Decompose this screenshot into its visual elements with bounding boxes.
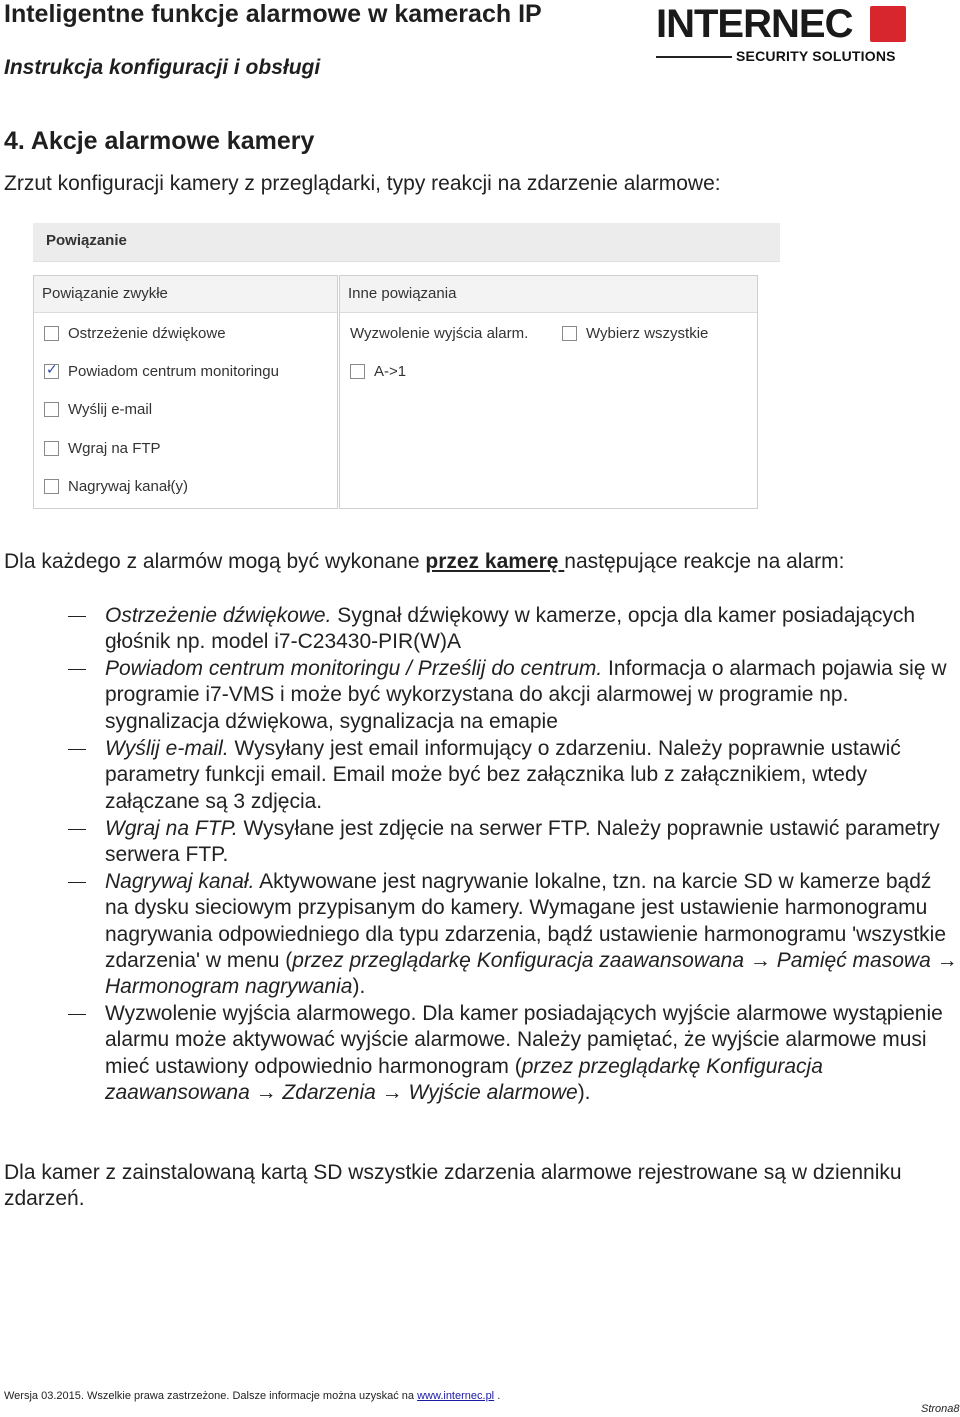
option-upload-ftp[interactable] bbox=[44, 440, 161, 457]
logo-tagline: SECURITY SOLUTIONS bbox=[736, 48, 896, 64]
option-label: Wyślij e-mail bbox=[68, 401, 153, 418]
checkbox[interactable] bbox=[350, 364, 365, 379]
logo-divider bbox=[656, 56, 732, 58]
emphasis-by-camera: przez kamerę bbox=[425, 550, 565, 573]
logo-wordmark: INTERNEC bbox=[656, 2, 853, 46]
normal-linkage-header bbox=[34, 276, 337, 313]
logo-mark-icon bbox=[870, 6, 906, 42]
normal-linkage-title: Powiązanie zwykłe bbox=[42, 285, 168, 302]
checkbox[interactable] bbox=[44, 402, 59, 417]
option-record-channel[interactable] bbox=[44, 478, 188, 495]
document-subtitle: Instrukcja konfiguracji i obsługi bbox=[4, 56, 321, 79]
reactions-lead: Dla każdego z alarmów mogą być wykonane przez kamerę następujące reakcje na alarm: bbox=[4, 550, 845, 573]
option-label: Wybierz wszystkie bbox=[586, 325, 709, 342]
option-label: Powiadom centrum monitoringu bbox=[68, 363, 279, 380]
bullet-dash bbox=[68, 616, 86, 617]
other-linkage-box bbox=[339, 275, 758, 509]
bullet-dash bbox=[68, 829, 86, 830]
checkbox-checked[interactable] bbox=[44, 364, 59, 379]
checkbox[interactable] bbox=[562, 326, 577, 341]
bullet-dash bbox=[68, 1014, 86, 1015]
bullet-dash bbox=[68, 882, 86, 883]
alarm-output-trigger-label: Wyzwolenie wyjścia alarm. bbox=[350, 325, 529, 342]
other-linkage-header bbox=[340, 276, 757, 313]
option-output-a1[interactable] bbox=[350, 363, 406, 380]
list-item: Wyzwolenie wyjścia alarmowego. Dla kamer posiadających wyjście alarmowe wystąpienie alarmu może aktywować wyjście alarmowe. Należy pamiętać, że wyjście alarmowe musi mieć ustawiony odpowiednio harmonogram (przez przeglądarkę Konfiguracja zaawansowana → Zdarzenia → Wyjście alarmowe). bbox=[105, 1002, 943, 1104]
option-send-email[interactable] bbox=[44, 401, 152, 418]
bullet-dash bbox=[68, 669, 86, 670]
option-label: Ostrzeżenie dźwiękowe bbox=[68, 325, 226, 342]
option-select-all[interactable] bbox=[562, 325, 708, 342]
list-item: Wgraj na FTP. Wysyłane jest zdjęcie na serwer FTP. Należy poprawnie ustawić parametry serwera FTP. bbox=[105, 817, 940, 867]
option-notify-center[interactable] bbox=[44, 363, 279, 380]
normal-linkage-box bbox=[33, 275, 338, 509]
option-audible-warning[interactable] bbox=[44, 325, 226, 342]
checkbox[interactable] bbox=[44, 479, 59, 494]
linkage-panel-header bbox=[33, 223, 780, 262]
section-title: 4. Akcje alarmowe kamery bbox=[4, 127, 315, 155]
other-linkage-title: Inne powiązania bbox=[348, 285, 457, 302]
document-title: Inteligentne funkcje alarmowe w kamerach IP bbox=[4, 0, 542, 28]
list-item: Wyślij e-mail. Wysyłany jest email informujący o zdarzeniu. Należy poprawnie ustawić parametry funkcji email. Email może być bez załącznika lub z załącznikiem, wtedy załączane są 3 zdjęcia. bbox=[105, 737, 901, 813]
option-label: Nagrywaj kanał(y) bbox=[68, 478, 189, 495]
list-item: Powiadom centrum monitoringu / Prześlij do centrum. Informacja o alarmach pojawia się w programie i7-VMS i może być wykorzystana do akcji alarmowej w programie np. sygnalizacja dźwiękowa, sygnalizacja na emapie bbox=[105, 657, 947, 733]
page-number: Strona8 bbox=[921, 1403, 960, 1415]
section-intro: Zrzut konfiguracji kamery z przeglądarki, typy reakcji na zdarzenie alarmowe: bbox=[4, 172, 721, 195]
website-link[interactable]: www.internec.pl bbox=[417, 1390, 495, 1402]
internec-logo bbox=[656, 4, 908, 66]
list-item: Ostrzeżenie dźwiękowe. Sygnał dźwiękowy w kamerze, opcja dla kamer posiadających głośnik np. model i7-C23430-PIR(W)A bbox=[105, 604, 916, 654]
bullet-dash bbox=[68, 749, 86, 750]
linkage-panel-title: Powiązanie bbox=[46, 232, 127, 249]
checkbox[interactable] bbox=[44, 326, 59, 341]
closing-paragraph: Dla kamer z zainstalowaną kartą SD wszystkie zdarzenia alarmowe rejestrowane są w dzienniku zdarzeń. bbox=[4, 1161, 902, 1210]
list-item: Nagrywaj kanał. Aktywowane jest nagrywanie lokalne, tzn. na karcie SD w kamerze bądź na dysku sieciowym przypisanym do kamery. Wymagane jest ustawienie harmonogramu nagrywania odpowiedniego dla typu zdarzenia, bądź ustawienie harmonogramu 'wszystkie zdarzenia' w menu (przez przeglądarkę Konfiguracja zaawansowana → Pamięć masowa → Harmonogram nagrywania). bbox=[105, 870, 958, 999]
option-label: A->1 bbox=[374, 363, 407, 380]
checkbox[interactable] bbox=[44, 441, 59, 456]
footer: Wersja 03.2015. Wszelkie prawa zastrzeżone. Dalsze informacje można uzyskać na www.internec.pl . bbox=[4, 1390, 501, 1402]
option-label: Wgraj na FTP bbox=[68, 440, 161, 457]
